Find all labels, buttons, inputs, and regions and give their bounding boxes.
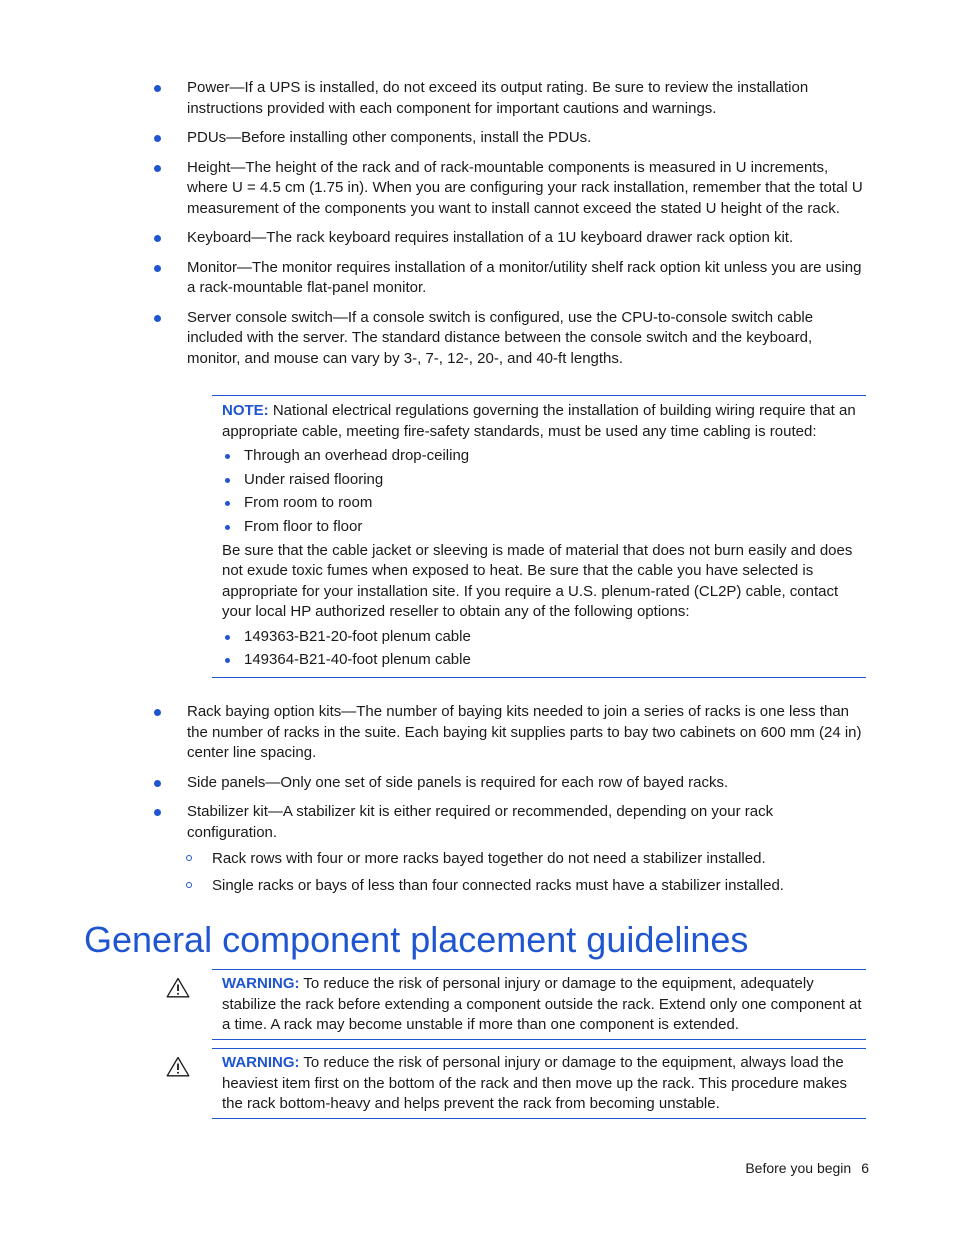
bullet-icon <box>225 501 230 506</box>
list-item <box>222 648 866 672</box>
list-item <box>151 308 866 370</box>
list-item <box>151 773 866 794</box>
list-item-text: Keyboard—The rack keyboard requires installation of a 1U keyboard drawer rack option kit. <box>187 229 794 246</box>
bullet-icon <box>154 809 161 816</box>
page-number: 6 <box>861 1160 869 1176</box>
warning-text: To reduce the risk of personal injury or damage to the equipment, adequately stabilize the rack before extending a component outside the rack. Extend only one component at a time. A rack may become unstable if more than one component is extended. <box>222 975 862 1033</box>
list-item-text: PDUs—Before installing other components, install the PDUs. <box>187 129 592 146</box>
list-item <box>222 515 866 539</box>
stabilizer-sublist <box>186 849 866 897</box>
list-item-text: Side panels—Only one set of side panels is required for each row of bayed racks. <box>187 773 729 791</box>
list-item <box>222 444 866 468</box>
requirements-list-top <box>151 78 866 369</box>
list-item <box>151 258 866 299</box>
list-item <box>186 876 866 897</box>
cable-option-list <box>222 625 866 672</box>
bullet-icon <box>154 235 161 242</box>
bullet-icon <box>225 478 230 483</box>
list-item <box>151 802 866 843</box>
bullet-icon <box>225 525 230 530</box>
list-item-text: Stabilizer kit—A stabilizer kit is either required or recommended, depending on your rack configuration. <box>187 803 774 841</box>
bullet-icon <box>225 635 230 640</box>
list-item <box>151 128 866 149</box>
list-item-text: Rack baying option kits—The number of baying kits needed to join a series of racks is one less than the number of racks in the suite. Each baying kit supplies parts to bay two cabinets on 600 mm (24 in) center line spacing. <box>187 703 862 761</box>
list-item <box>151 702 866 764</box>
circle-bullet-icon <box>186 855 192 861</box>
bullet-icon <box>154 135 161 142</box>
route-list <box>222 444 866 539</box>
note-label: NOTE: <box>222 402 269 419</box>
route-text: From room to room <box>244 494 373 512</box>
bullet-icon <box>154 85 161 92</box>
route-text: Through an overhead drop-ceiling <box>244 447 470 464</box>
bullet-icon <box>154 780 161 787</box>
list-item <box>151 158 866 220</box>
list-item <box>222 625 866 649</box>
note-box <box>212 395 866 678</box>
warning-triangle-icon <box>166 1056 190 1077</box>
bullet-icon <box>154 315 161 322</box>
list-item <box>186 849 866 870</box>
bullet-icon <box>225 454 230 459</box>
requirements-list-bottom <box>151 702 866 843</box>
list-item <box>151 78 866 119</box>
section-title: General component placement guidelines <box>84 919 749 960</box>
warning-box <box>212 1048 866 1119</box>
warning-box <box>212 969 866 1040</box>
route-text: From floor to floor <box>244 518 363 536</box>
bullet-icon <box>225 658 230 663</box>
warning-text: To reduce the risk of personal injury or damage to the equipment, always load the heaviest item first on the bottom of the rack and then move up the rack. This procedure makes the rack bottom-heavy and helps prevent the rack from becoming unstable. <box>222 1054 848 1112</box>
note-text: National electrical regulations governing the installation of building wiring require that an appropriate cable, meeting fire-safety standards, must be used any time cabling is routed: <box>222 402 856 440</box>
warning-triangle-icon <box>166 977 190 998</box>
bullet-icon <box>154 709 161 716</box>
page-footer <box>745 1158 869 1178</box>
note-intro <box>222 401 866 442</box>
list-item-text: Monitor—The monitor requires installation of a monitor/utility shelf rack option kit unless you are using a rack-mountable flat-panel monitor. <box>187 258 862 296</box>
warning-label: WARNING: <box>222 975 300 992</box>
note-paragraph: Be sure that the cable jacket or sleeving is made of material that does not burn easily and does not exude toxic fumes when exposed to heat. Be sure that the cable you have selected is appropriate for your installation site. If you require a U.S. plenum-rated (CL2P) cable, contact your local HP authorized reseller to obtain any of the following options: <box>222 541 853 621</box>
warning-label: WARNING: <box>222 1054 300 1071</box>
list-item <box>151 228 866 249</box>
list-item-text: Height—The height of the rack and of rack-mountable components is measured in U increments, where U = 4.5 cm (1.75 in). When you are configuring your rack installation, remember that the total U measurement of the components you want to install cannot exceed the stated U height of the rack. <box>187 158 863 217</box>
option-text: 149363-B21-20-foot plenum cable <box>244 627 471 645</box>
bullet-icon <box>154 165 161 172</box>
circle-bullet-icon <box>186 882 192 888</box>
footer-section: Before you begin <box>745 1160 852 1176</box>
bullet-icon <box>154 265 161 272</box>
sub-item-text: Rack rows with four or more racks bayed together do not need a stabilizer installed. <box>212 850 766 867</box>
list-item-text: Power—If a UPS is installed, do not exceed its output rating. Be sure to review the installation instructions provided with each component for important cautions and warnings. <box>187 79 809 117</box>
sub-item-text: Single racks or bays of less than four connected racks must have a stabilizer installed. <box>212 877 784 894</box>
option-text: 149364-B21-40-foot plenum cable <box>244 651 471 669</box>
list-item <box>222 468 866 492</box>
list-item-text: Server console switch—If a console switch is configured, use the CPU-to-console switch cable included with the server. The standard distance between the console switch and the keyboard, monitor, and mouse can vary by 3-, 7-, 12-, 20-, and 40-ft lengths. <box>187 308 814 367</box>
list-item <box>222 491 866 515</box>
route-text: Under raised flooring <box>244 470 384 488</box>
